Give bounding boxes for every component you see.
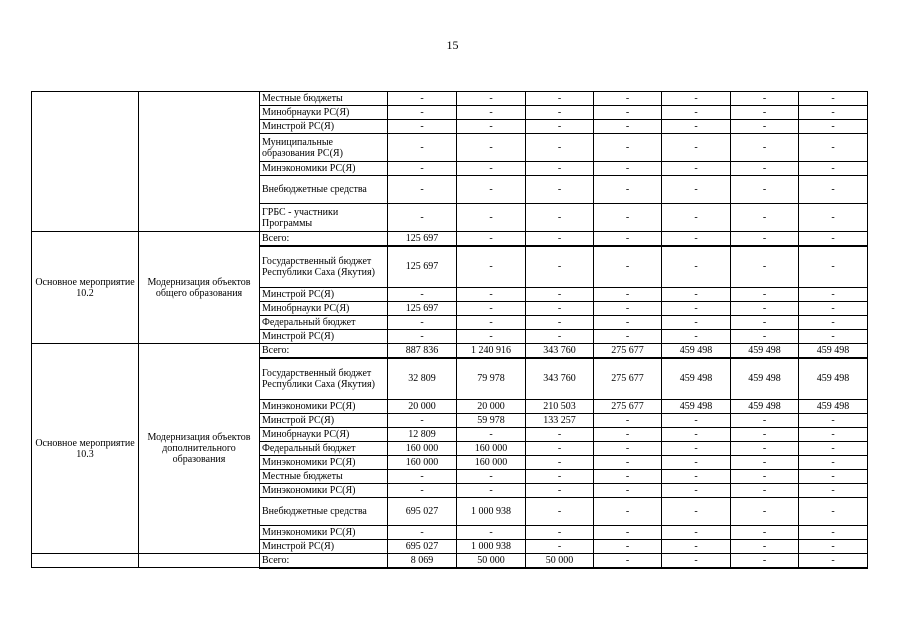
value-cell: 50 000: [526, 554, 594, 568]
funding-source-cell: Минобрнауки РС(Я): [260, 428, 388, 442]
measure-label-cell: Основное мероприятие 10.3: [32, 344, 139, 554]
value-cell: -: [594, 204, 662, 232]
value-cell: 59 978: [457, 414, 526, 428]
value-cell: 275 677: [594, 344, 662, 358]
value-cell: -: [526, 176, 594, 204]
funding-source-cell: Минэкономики РС(Я): [260, 400, 388, 414]
value-cell: -: [731, 106, 799, 120]
value-cell: -: [388, 526, 457, 540]
value-cell: -: [799, 428, 868, 442]
funding-source-cell: Минстрой РС(Я): [260, 288, 388, 302]
measure-label-cell: Основное мероприятие 10.2: [32, 232, 139, 344]
value-cell: -: [594, 428, 662, 442]
value-cell: -: [457, 288, 526, 302]
value-cell: -: [799, 484, 868, 498]
value-cell: -: [731, 288, 799, 302]
value-cell: -: [731, 204, 799, 232]
value-cell: -: [457, 176, 526, 204]
value-cell: 343 760: [526, 358, 594, 400]
value-cell: -: [526, 442, 594, 456]
value-cell: -: [594, 246, 662, 288]
funding-source-cell: Всего:: [260, 232, 388, 246]
value-cell: -: [526, 120, 594, 134]
value-cell: -: [799, 106, 868, 120]
value-cell: -: [731, 470, 799, 484]
funding-source-cell: Внебюджетные средства: [260, 176, 388, 204]
value-cell: -: [799, 330, 868, 344]
value-cell: -: [594, 106, 662, 120]
funding-source-cell: Минстрой РС(Я): [260, 120, 388, 134]
funding-source-cell: Минстрой РС(Я): [260, 540, 388, 554]
value-cell: -: [662, 414, 731, 428]
value-cell: 695 027: [388, 498, 457, 526]
value-cell: -: [388, 120, 457, 134]
value-cell: -: [662, 540, 731, 554]
value-cell: 125 697: [388, 232, 457, 246]
value-cell: -: [662, 106, 731, 120]
value-cell: -: [526, 106, 594, 120]
value-cell: -: [799, 526, 868, 540]
value-cell: -: [388, 288, 457, 302]
value-cell: -: [799, 120, 868, 134]
value-cell: -: [731, 162, 799, 176]
value-cell: -: [594, 134, 662, 162]
value-cell: -: [526, 302, 594, 316]
value-cell: -: [388, 204, 457, 232]
table-row: [32, 92, 868, 106]
value-cell: -: [594, 232, 662, 246]
value-cell: -: [731, 456, 799, 470]
value-cell: 125 697: [388, 302, 457, 316]
value-cell: -: [457, 428, 526, 442]
value-cell: 50 000: [457, 554, 526, 568]
value-cell: -: [388, 176, 457, 204]
funding-source-cell: Муниципальные образования РС(Я): [260, 134, 388, 162]
funding-source-cell: Государственный бюджет Республики Саха (Якутия): [260, 246, 388, 288]
value-cell: -: [388, 92, 457, 106]
value-cell: -: [799, 288, 868, 302]
value-cell: -: [799, 232, 868, 246]
value-cell: -: [594, 470, 662, 484]
value-cell: -: [594, 484, 662, 498]
value-cell: -: [526, 316, 594, 330]
funding-source-cell: Минобрнауки РС(Я): [260, 106, 388, 120]
value-cell: 79 978: [457, 358, 526, 400]
value-cell: 275 677: [594, 358, 662, 400]
value-cell: -: [799, 540, 868, 554]
value-cell: -: [594, 120, 662, 134]
value-cell: -: [662, 204, 731, 232]
value-cell: -: [662, 470, 731, 484]
value-cell: -: [457, 484, 526, 498]
value-cell: 459 498: [799, 358, 868, 400]
value-cell: -: [457, 204, 526, 232]
value-cell: 32 809: [388, 358, 457, 400]
value-cell: 343 760: [526, 344, 594, 358]
measure-label-cell: [32, 554, 139, 568]
value-cell: -: [662, 484, 731, 498]
value-cell: -: [594, 414, 662, 428]
value-cell: -: [388, 106, 457, 120]
value-cell: -: [662, 302, 731, 316]
budget-table: [31, 91, 868, 569]
value-cell: -: [457, 134, 526, 162]
funding-source-cell: Всего:: [260, 344, 388, 358]
value-cell: -: [388, 330, 457, 344]
value-cell: -: [594, 456, 662, 470]
value-cell: -: [388, 134, 457, 162]
measure-name-cell: Модернизация объектов общего образования: [139, 232, 260, 344]
value-cell: -: [457, 246, 526, 288]
measure-name-cell: [139, 92, 260, 232]
value-cell: -: [731, 540, 799, 554]
value-cell: -: [526, 526, 594, 540]
value-cell: -: [662, 526, 731, 540]
value-cell: 459 498: [731, 344, 799, 358]
value-cell: 459 498: [662, 358, 731, 400]
value-cell: -: [594, 92, 662, 106]
value-cell: 210 503: [526, 400, 594, 414]
value-cell: -: [799, 176, 868, 204]
page-number: 15: [446, 38, 459, 52]
value-cell: -: [457, 92, 526, 106]
funding-source-cell: Минэкономики РС(Я): [260, 484, 388, 498]
value-cell: -: [731, 526, 799, 540]
value-cell: -: [662, 134, 731, 162]
funding-source-cell: Федеральный бюджет: [260, 442, 388, 456]
value-cell: -: [457, 120, 526, 134]
value-cell: -: [457, 526, 526, 540]
value-cell: -: [526, 456, 594, 470]
measure-label-cell: [32, 92, 139, 232]
value-cell: -: [526, 92, 594, 106]
value-cell: 459 498: [799, 344, 868, 358]
value-cell: -: [526, 484, 594, 498]
value-cell: -: [594, 302, 662, 316]
value-cell: -: [731, 120, 799, 134]
value-cell: -: [731, 176, 799, 204]
value-cell: -: [731, 92, 799, 106]
value-cell: -: [526, 428, 594, 442]
funding-source-cell: Минстрой РС(Я): [260, 414, 388, 428]
value-cell: -: [662, 176, 731, 204]
value-cell: 459 498: [662, 344, 731, 358]
value-cell: -: [526, 134, 594, 162]
measure-name-cell: Модернизация объектов дополнительного образования: [139, 344, 260, 554]
funding-source-cell: Минстрой РС(Я): [260, 330, 388, 344]
value-cell: 20 000: [388, 400, 457, 414]
value-cell: -: [388, 470, 457, 484]
value-cell: -: [662, 162, 731, 176]
value-cell: 887 836: [388, 344, 457, 358]
value-cell: 160 000: [457, 456, 526, 470]
funding-source-cell: ГРБС - участники Программы: [260, 204, 388, 232]
value-cell: -: [457, 330, 526, 344]
funding-source-cell: Минэкономики РС(Я): [260, 456, 388, 470]
value-cell: -: [457, 106, 526, 120]
value-cell: -: [526, 162, 594, 176]
value-cell: -: [799, 162, 868, 176]
value-cell: 459 498: [731, 400, 799, 414]
value-cell: -: [662, 246, 731, 288]
funding-source-cell: Минобрнауки РС(Я): [260, 302, 388, 316]
value-cell: -: [388, 316, 457, 330]
value-cell: -: [594, 442, 662, 456]
value-cell: -: [388, 162, 457, 176]
value-cell: -: [731, 414, 799, 428]
value-cell: -: [731, 442, 799, 456]
funding-source-cell: Федеральный бюджет: [260, 316, 388, 330]
value-cell: 133 257: [526, 414, 594, 428]
value-cell: -: [526, 330, 594, 344]
funding-source-cell: Местные бюджеты: [260, 92, 388, 106]
value-cell: -: [799, 554, 868, 568]
value-cell: -: [799, 470, 868, 484]
value-cell: -: [799, 204, 868, 232]
value-cell: -: [799, 92, 868, 106]
value-cell: -: [731, 302, 799, 316]
value-cell: 1 240 916: [457, 344, 526, 358]
value-cell: 12 809: [388, 428, 457, 442]
value-cell: -: [662, 316, 731, 330]
value-cell: -: [594, 554, 662, 568]
value-cell: -: [662, 554, 731, 568]
value-cell: -: [526, 232, 594, 246]
value-cell: -: [388, 414, 457, 428]
value-cell: -: [731, 498, 799, 526]
value-cell: 459 498: [662, 400, 731, 414]
value-cell: -: [731, 246, 799, 288]
value-cell: -: [731, 330, 799, 344]
value-cell: -: [799, 456, 868, 470]
value-cell: -: [731, 316, 799, 330]
value-cell: -: [799, 302, 868, 316]
funding-source-cell: Всего:: [260, 554, 388, 568]
funding-source-cell: Внебюджетные средства: [260, 498, 388, 526]
value-cell: 20 000: [457, 400, 526, 414]
value-cell: 275 677: [594, 400, 662, 414]
measure-name-cell: [139, 554, 260, 568]
value-cell: -: [662, 442, 731, 456]
value-cell: -: [594, 330, 662, 344]
table-row: [32, 232, 868, 246]
value-cell: 160 000: [457, 442, 526, 456]
value-cell: -: [526, 204, 594, 232]
value-cell: 695 027: [388, 540, 457, 554]
value-cell: -: [662, 456, 731, 470]
value-cell: -: [594, 162, 662, 176]
value-cell: -: [594, 526, 662, 540]
value-cell: 8 069: [388, 554, 457, 568]
value-cell: -: [731, 428, 799, 442]
value-cell: -: [457, 302, 526, 316]
value-cell: -: [457, 470, 526, 484]
value-cell: -: [799, 316, 868, 330]
value-cell: 1 000 938: [457, 498, 526, 526]
value-cell: -: [662, 428, 731, 442]
funding-source-cell: Минэкономики РС(Я): [260, 162, 388, 176]
value-cell: -: [457, 162, 526, 176]
value-cell: -: [457, 232, 526, 246]
value-cell: -: [662, 120, 731, 134]
value-cell: -: [526, 246, 594, 288]
value-cell: -: [526, 498, 594, 526]
value-cell: -: [662, 92, 731, 106]
value-cell: -: [799, 442, 868, 456]
funding-source-cell: Минэкономики РС(Я): [260, 526, 388, 540]
value-cell: -: [731, 134, 799, 162]
value-cell: -: [662, 498, 731, 526]
value-cell: -: [594, 316, 662, 330]
value-cell: -: [594, 498, 662, 526]
value-cell: -: [799, 134, 868, 162]
funding-source-cell: Местные бюджеты: [260, 470, 388, 484]
value-cell: -: [731, 232, 799, 246]
value-cell: -: [731, 484, 799, 498]
value-cell: -: [662, 232, 731, 246]
value-cell: -: [388, 484, 457, 498]
value-cell: 459 498: [731, 358, 799, 400]
value-cell: -: [594, 176, 662, 204]
value-cell: -: [662, 330, 731, 344]
value-cell: -: [526, 470, 594, 484]
value-cell: 125 697: [388, 246, 457, 288]
value-cell: -: [594, 540, 662, 554]
funding-source-cell: Государственный бюджет Республики Саха (Якутия): [260, 358, 388, 400]
table-row: [32, 554, 868, 568]
value-cell: 1 000 938: [457, 540, 526, 554]
value-cell: 160 000: [388, 442, 457, 456]
value-cell: -: [526, 288, 594, 302]
value-cell: -: [457, 316, 526, 330]
table-row: [32, 344, 868, 358]
value-cell: -: [799, 498, 868, 526]
value-cell: -: [799, 246, 868, 288]
value-cell: -: [594, 288, 662, 302]
value-cell: -: [662, 288, 731, 302]
value-cell: -: [526, 540, 594, 554]
value-cell: -: [731, 554, 799, 568]
value-cell: 160 000: [388, 456, 457, 470]
value-cell: -: [799, 414, 868, 428]
value-cell: 459 498: [799, 400, 868, 414]
